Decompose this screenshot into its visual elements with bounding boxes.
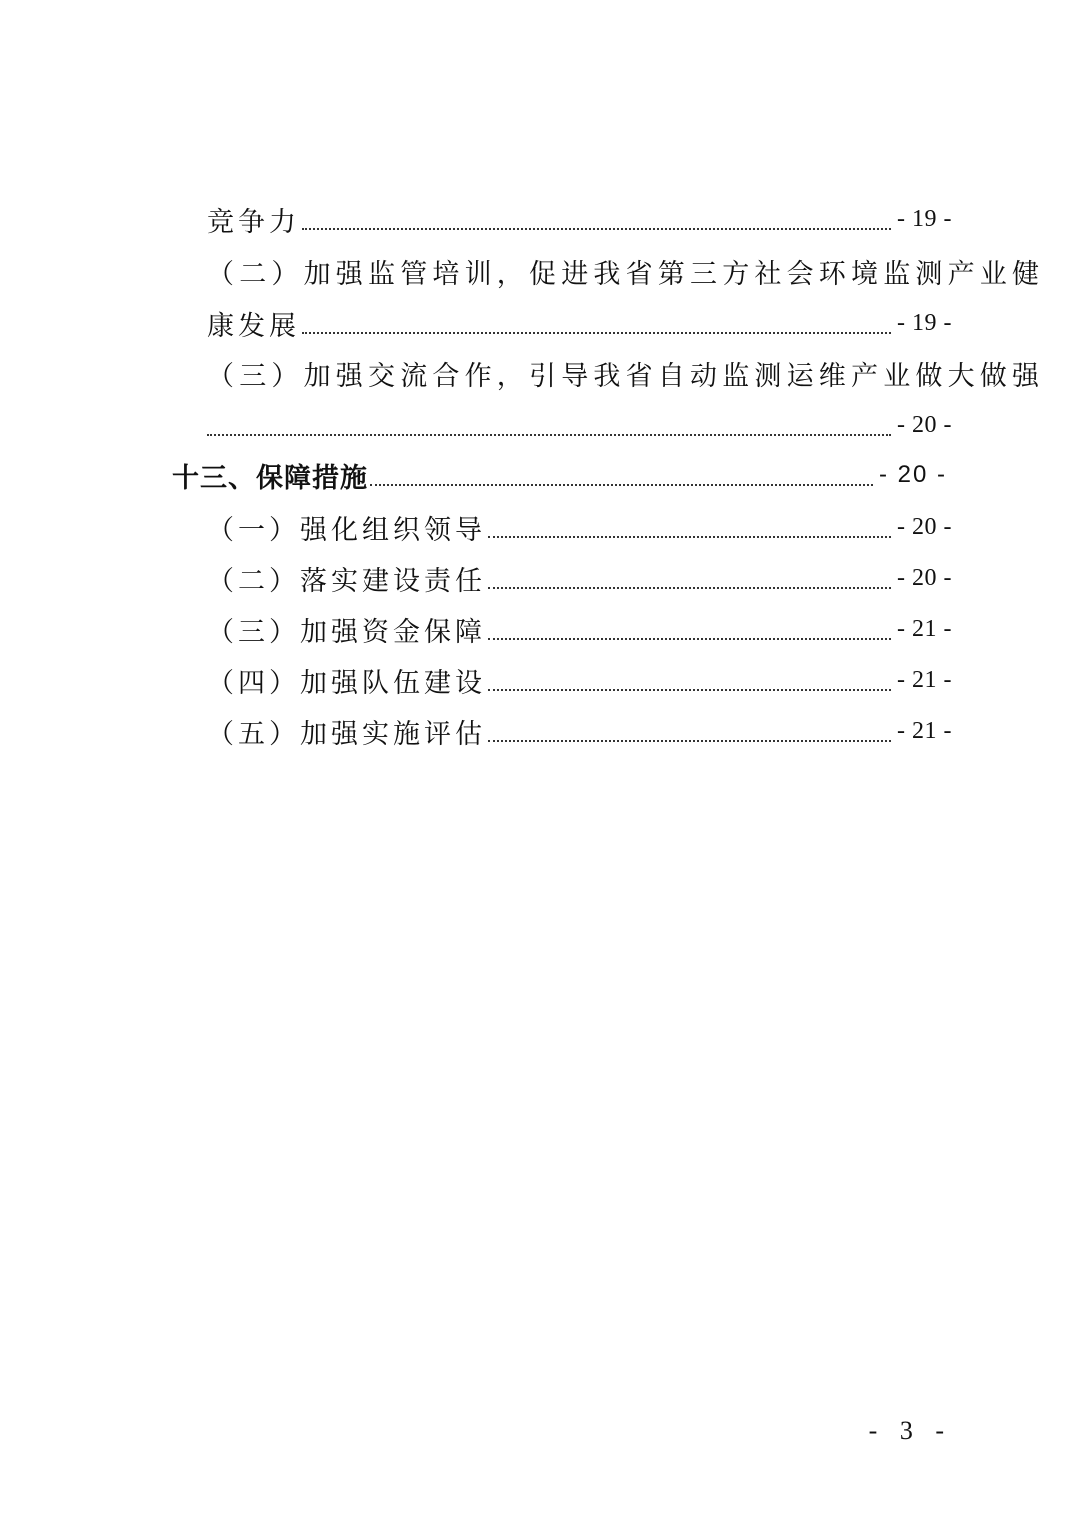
toc-entry-page: - 21 - (897, 717, 952, 744)
dot-leader (302, 228, 891, 230)
toc-entry-section-heading[interactable] (172, 452, 947, 498)
toc-entry-subsection[interactable] (207, 708, 952, 754)
dot-leader (488, 689, 891, 691)
toc-entry-page: - 19 - (897, 205, 952, 232)
toc-entry-text: （四）加强队伍建设 (207, 667, 486, 699)
toc-entry-subsection[interactable] (207, 555, 952, 601)
toc-entry-text: （五）加强实施评估 (207, 718, 486, 750)
toc-entry-continuation[interactable] (207, 402, 952, 448)
toc-entry-page: - 20 - (878, 461, 947, 488)
toc-entry-subsection[interactable] (207, 657, 952, 703)
toc-entry-subsection[interactable] (207, 248, 1045, 294)
dot-leader (488, 638, 891, 640)
dot-leader (488, 740, 891, 742)
toc-entry-page: - 21 - (897, 666, 952, 693)
toc-entry-page: - 21 - (897, 615, 952, 642)
dot-leader (370, 484, 873, 486)
toc-entry-continuation[interactable] (207, 300, 952, 346)
toc-entry-text: 康发展 (207, 310, 300, 342)
toc-entry-continuation[interactable] (207, 196, 952, 242)
toc-entry-text: 十三、保障措施 (172, 462, 368, 494)
toc-entry-page: - 20 - (897, 513, 952, 540)
toc-entry-subsection[interactable] (207, 504, 952, 550)
toc-entry-text: （一）强化组织领导 (207, 514, 486, 546)
toc-entry-text: （二）加强监管培训，促进我省第三方社会环境监测产业健 (207, 258, 1045, 290)
toc-entry-page: - 19 - (897, 309, 952, 336)
toc-entry-text: 竞争力 (207, 206, 300, 238)
toc-entry-text: （三）加强交流合作，引导我省自动监测运维产业做大做强 (207, 360, 1045, 392)
toc-entry-page: - 20 - (897, 564, 952, 591)
toc-entry-subsection[interactable] (207, 350, 1045, 396)
dot-leader (488, 587, 891, 589)
dot-leader (207, 434, 891, 436)
dot-leader (488, 536, 891, 538)
page-number: - 3 - (868, 1416, 952, 1445)
toc-entry-text: （二）落实建设责任 (207, 565, 486, 597)
toc-entry-subsection[interactable] (207, 606, 952, 652)
toc-entry-page: - 20 - (897, 411, 952, 438)
dot-leader (302, 332, 891, 334)
toc-entry-text: （三）加强资金保障 (207, 616, 486, 648)
